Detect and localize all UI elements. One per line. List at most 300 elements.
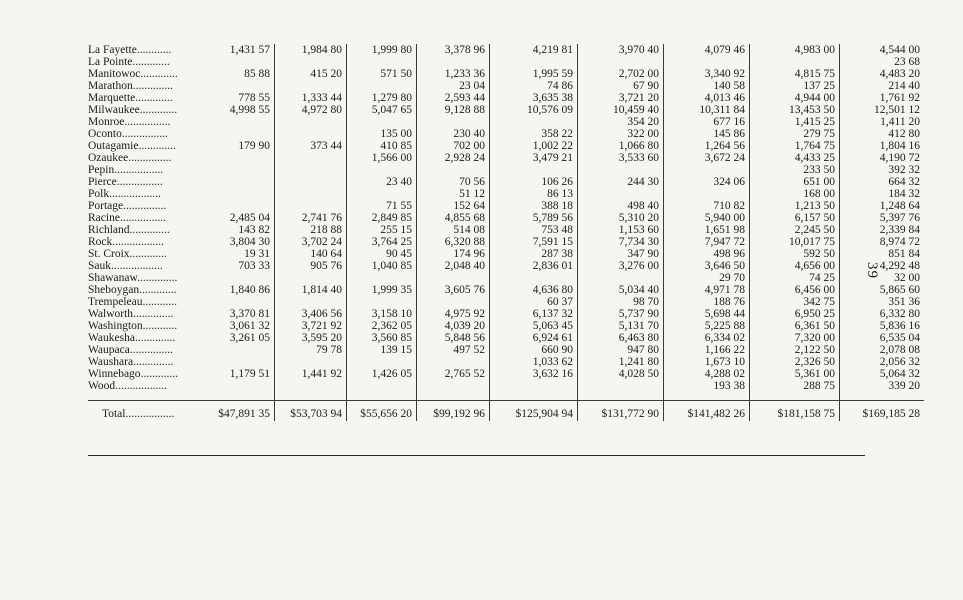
amount-cell: 1,426 05 [347, 368, 417, 380]
amount-cell: 4,190 72 [879, 152, 920, 164]
table-row [88, 332, 924, 344]
county-name: Rock.................. [88, 236, 165, 248]
county-name: Pepin................. [88, 164, 164, 176]
amount-cell: 5,698 44 [664, 308, 750, 320]
table-row [88, 236, 924, 248]
amount-cell: 664 32 [888, 176, 920, 188]
amount-cell: 145 86 [664, 128, 750, 140]
amount-cell [417, 164, 490, 176]
county-name: Racine................ [88, 212, 166, 224]
dot-leader: ................ [116, 176, 163, 188]
dot-leader: ............. [129, 248, 167, 260]
amount-cell: 2,048 40 [417, 260, 490, 272]
amount-cell [347, 164, 417, 176]
amount-cell: 79 78 [275, 344, 347, 356]
amount-cell: 2,485 04 [204, 212, 275, 224]
amount-cell: 1,651 98 [664, 224, 750, 236]
amount-cell [275, 272, 347, 284]
county-name: Sheboygan............. [88, 284, 177, 296]
dot-leader: ................ [121, 128, 168, 140]
amount-cell [664, 188, 750, 200]
amount-cell: 2,741 76 [275, 212, 347, 224]
dot-leader: ............. [138, 140, 176, 152]
amount-cell [490, 380, 578, 392]
amount-cell: 6,361 50 [750, 320, 840, 332]
amount-cell: 3,378 96 [417, 44, 490, 56]
amount-cell: 4,815 75 [750, 68, 840, 80]
amount-cell: 139 15 [347, 344, 417, 356]
dot-leader: .............. [133, 308, 174, 320]
total-separator [88, 392, 924, 401]
amount-cell: 5,848 56 [417, 332, 490, 344]
table-row [88, 200, 924, 212]
amount-cell: 3,764 25 [347, 236, 417, 248]
table-row [88, 296, 924, 308]
amount-cell [490, 164, 578, 176]
amount-cell [204, 56, 275, 68]
amount-cell: 342 75 [750, 296, 840, 308]
amount-cell [578, 164, 664, 176]
county-name: Wood.................. [88, 380, 167, 392]
amount-cell [275, 116, 347, 128]
amount-cell: 6,463 80 [578, 332, 664, 344]
amount-cell: 6,137 32 [490, 308, 578, 320]
dot-leader: .................. [115, 380, 167, 392]
amount-cell: 2,326 50 [750, 356, 840, 368]
table-row [88, 368, 924, 380]
county-name: La Fayette............ [88, 44, 172, 56]
amount-cell: 412 80 [888, 128, 920, 140]
amount-cell [347, 116, 417, 128]
amount-cell [347, 272, 417, 284]
amount-cell: 179 90 [204, 140, 275, 152]
amount-cell: 3,533 60 [578, 152, 664, 164]
amount-cell: 4,944 00 [750, 92, 840, 104]
amount-cell: 3,632 16 [490, 368, 578, 380]
amount-cell: 710 82 [664, 200, 750, 212]
amount-cell: 660 90 [490, 344, 578, 356]
dot-leader: ............. [139, 284, 177, 296]
amount-cell: 7,734 30 [578, 236, 664, 248]
county-name: Outagamie............. [88, 140, 176, 152]
amount-cell: 1,566 00 [347, 152, 417, 164]
amount-cell: 2,245 50 [750, 224, 840, 236]
amount-cell [347, 380, 417, 392]
table-row [88, 152, 924, 164]
amount-cell: 2,339 84 [879, 224, 920, 236]
amount-cell: 3,804 30 [204, 236, 275, 248]
county-name: Shawanaw.............. [88, 272, 178, 284]
county-name: Oconto................ [88, 128, 168, 140]
amount-cell: 322 00 [578, 128, 664, 140]
amount-cell: 703 33 [204, 260, 275, 272]
amount-cell [578, 272, 664, 284]
amount-cell: 140 58 [664, 80, 750, 92]
amount-cell: 2,056 32 [879, 356, 920, 368]
amount-cell: 23 40 [347, 176, 417, 188]
amount-cell [204, 152, 275, 164]
amount-cell [204, 128, 275, 140]
amount-cell: 571 50 [347, 68, 417, 80]
table-row [88, 140, 924, 152]
amount-cell: 3,702 24 [275, 236, 347, 248]
amount-cell [347, 80, 417, 92]
amount-cell: 4,998 55 [204, 104, 275, 116]
amount-cell: 6,924 61 [490, 332, 578, 344]
county-name: La Pointe............. [88, 56, 170, 68]
amount-cell: 98 70 [578, 296, 664, 308]
amount-cell: 1,999 80 [347, 44, 417, 56]
amount-cell: 4,544 00 [879, 44, 920, 56]
amount-cell: 1,441 92 [275, 368, 347, 380]
amount-cell: 6,157 50 [750, 212, 840, 224]
amount-cell: 1,411 20 [880, 116, 920, 128]
county-name: Waukesha.............. [88, 332, 176, 344]
amount-cell: 5,737 90 [578, 308, 664, 320]
amount-cell: 351 36 [888, 296, 920, 308]
amount-cell [490, 272, 578, 284]
amount-cell: 4,483 20 [879, 68, 920, 80]
amount-cell: 1,840 86 [204, 284, 275, 296]
amount-cell: 1,033 62 [490, 356, 578, 368]
county-name: Walworth.............. [88, 308, 174, 320]
amount-cell: 1,248 64 [879, 200, 920, 212]
amount-cell [578, 380, 664, 392]
dot-leader: ............. [132, 56, 170, 68]
dot-leader: ............. [140, 368, 178, 380]
dot-leader: .............. [129, 224, 170, 236]
amount-cell [204, 116, 275, 128]
county-name: Marathon.............. [88, 80, 173, 92]
amount-cell [417, 356, 490, 368]
amount-cell: 233 50 [750, 164, 840, 176]
dot-leader: ............. [135, 92, 173, 104]
amount-cell: 4,219 81 [490, 44, 578, 56]
amount-cell: 1,333 44 [275, 92, 347, 104]
dot-leader: .................. [112, 236, 165, 248]
amount-cell: 13,453 50 [750, 104, 840, 116]
amount-cell: 514 08 [417, 224, 490, 236]
amount-cell: 3,406 56 [275, 308, 347, 320]
amount-cell [417, 116, 490, 128]
amount-cell [275, 380, 347, 392]
amount-cell: 3,721 92 [275, 320, 347, 332]
county-name: Portage............... [88, 200, 167, 212]
amount-cell: 2,836 01 [490, 260, 578, 272]
total-amount: $141,482 26 [664, 401, 750, 422]
amount-cell: 1,431 57 [204, 44, 275, 56]
amount-cell: 2,702 00 [578, 68, 664, 80]
amount-cell: 279 75 [750, 128, 840, 140]
amount-cell: 851 84 [888, 248, 920, 260]
amount-cell: 5,131 70 [578, 320, 664, 332]
amount-cell: 753 48 [490, 224, 578, 236]
amount-cell: 90 45 [347, 248, 417, 260]
amount-cell: 135 00 [347, 128, 417, 140]
table-row [88, 164, 924, 176]
total-row [88, 401, 924, 422]
amount-cell: 188 76 [664, 296, 750, 308]
amount-cell: 5,225 88 [664, 320, 750, 332]
amount-cell: 1,995 59 [490, 68, 578, 80]
dot-leader: .............. [134, 332, 176, 344]
amount-cell: 497 52 [417, 344, 490, 356]
amount-cell [664, 164, 750, 176]
table-row [88, 380, 924, 392]
amount-cell: 1,999 35 [347, 284, 417, 296]
table-row [88, 68, 924, 80]
county-name: Ozaukee............... [88, 152, 172, 164]
amount-cell: 1,814 40 [275, 284, 347, 296]
table-row [88, 272, 924, 284]
amount-cell: 1,761 92 [879, 92, 920, 104]
amount-cell [664, 56, 750, 68]
amount-cell: 218 88 [275, 224, 347, 236]
amount-cell: 174 96 [417, 248, 490, 260]
amount-cell: 347 90 [578, 248, 664, 260]
amount-cell [204, 176, 275, 188]
county-name: Richland.............. [88, 224, 170, 236]
amount-cell: 778 55 [204, 92, 275, 104]
total-amount: $131,772 90 [578, 401, 664, 422]
amount-cell: 1,213 50 [750, 200, 840, 212]
amount-cell [204, 80, 275, 92]
dot-leader: .............. [137, 272, 178, 284]
amount-cell: 6,950 25 [750, 308, 840, 320]
amount-cell: 5,063 45 [490, 320, 578, 332]
amount-cell: 168 00 [750, 188, 840, 200]
amount-cell: 354 20 [578, 116, 664, 128]
amount-cell: 498 40 [578, 200, 664, 212]
amount-cell: 410 85 [347, 140, 417, 152]
amount-cell [204, 200, 275, 212]
amount-cell: 60 37 [490, 296, 578, 308]
table-row [88, 44, 924, 56]
amount-cell [275, 296, 347, 308]
amount-cell: 71 55 [347, 200, 417, 212]
amount-cell: 702 00 [417, 140, 490, 152]
county-name: Polk.................. [88, 188, 161, 200]
amount-cell: 3,970 40 [578, 44, 664, 56]
amount-cell: 70 56 [417, 176, 490, 188]
amount-cell: 23 68 [894, 56, 920, 68]
county-name: Pierce................ [88, 176, 163, 188]
amount-cell: 5,865 60 [879, 284, 920, 296]
amount-cell: 2,078 08 [879, 344, 920, 356]
amount-cell: 5,034 40 [578, 284, 664, 296]
amount-cell: 1,984 80 [275, 44, 347, 56]
amount-cell: 1,179 51 [204, 368, 275, 380]
table-row [88, 128, 924, 140]
amount-cell: 29 70 [664, 272, 750, 284]
amount-cell: 3,595 20 [275, 332, 347, 344]
amount-cell: 2,593 44 [417, 92, 490, 104]
total-amount: $181,158 75 [750, 401, 840, 422]
dot-leader: ............... [129, 344, 173, 356]
amount-cell: 244 30 [578, 176, 664, 188]
amount-cell: 324 06 [664, 176, 750, 188]
amount-cell: 152 64 [417, 200, 490, 212]
amount-cell: 4,636 80 [490, 284, 578, 296]
amount-cell: 651 00 [750, 176, 840, 188]
dot-leader: .............. [132, 80, 173, 92]
amount-cell: 3,276 00 [578, 260, 664, 272]
amount-cell [347, 296, 417, 308]
amount-cell: 5,940 00 [664, 212, 750, 224]
total-amount: $125,904 94 [490, 401, 578, 422]
amount-cell: 388 18 [490, 200, 578, 212]
amount-cell [417, 296, 490, 308]
dot-leader: .................. [111, 260, 163, 272]
amount-cell: 1,040 85 [347, 260, 417, 272]
amount-cell: 6,334 02 [664, 332, 750, 344]
amount-cell: 339 20 [888, 380, 920, 392]
amount-cell [750, 56, 840, 68]
table-row [88, 212, 924, 224]
amount-cell [347, 356, 417, 368]
dot-leader: .................. [109, 188, 161, 200]
amount-cell: 230 40 [417, 128, 490, 140]
table-row [88, 56, 924, 68]
amount-cell: 4,028 50 [578, 368, 664, 380]
total-amount: $169,185 28 [862, 408, 920, 420]
amount-cell [275, 200, 347, 212]
amount-cell: 4,039 20 [417, 320, 490, 332]
amount-cell [347, 188, 417, 200]
amount-cell: 3,605 76 [417, 284, 490, 296]
amount-cell: 74 86 [490, 80, 578, 92]
county-name: Monroe................ [88, 116, 171, 128]
amount-cell: 4,972 80 [275, 104, 347, 116]
amount-cell: 5,789 56 [490, 212, 578, 224]
dot-leader: ................. [125, 408, 175, 420]
amount-cell: 6,456 00 [750, 284, 840, 296]
amount-cell: 3,158 10 [347, 308, 417, 320]
amount-cell: 137 25 [750, 80, 840, 92]
amount-cell: 2,122 50 [750, 344, 840, 356]
amount-cell: 255 15 [347, 224, 417, 236]
amount-cell [347, 56, 417, 68]
table-row [88, 104, 924, 116]
amount-cell: 1,804 16 [879, 140, 920, 152]
amount-cell: 140 64 [275, 248, 347, 260]
county-name: Waupaca............... [88, 344, 173, 356]
amount-cell: 392 32 [888, 164, 920, 176]
amount-cell: 677 16 [664, 116, 750, 128]
county-name: Manitowoc............. [88, 68, 178, 80]
amount-cell: 5,047 65 [347, 104, 417, 116]
amount-cell: 10,459 40 [578, 104, 664, 116]
amount-cell: 4,971 78 [664, 284, 750, 296]
amount-cell: 5,397 76 [879, 212, 920, 224]
county-name: Trempeleau............ [88, 296, 178, 308]
amount-cell: 358 22 [490, 128, 578, 140]
amount-cell: 1,415 25 [750, 116, 840, 128]
amount-cell [275, 164, 347, 176]
county-name: Waushara.............. [88, 356, 174, 368]
amount-cell [275, 56, 347, 68]
amount-cell: 4,433 25 [750, 152, 840, 164]
dot-leader: ................ [119, 212, 166, 224]
amount-cell: 8,974 72 [879, 236, 920, 248]
amount-cell [490, 56, 578, 68]
table-row [88, 92, 924, 104]
table-row [88, 188, 924, 200]
table-row [88, 320, 924, 332]
amount-cell [275, 128, 347, 140]
amount-cell: 3,479 21 [490, 152, 578, 164]
amount-cell [275, 188, 347, 200]
total-amount: $99,192 96 [417, 401, 490, 422]
amount-cell: 287 38 [490, 248, 578, 260]
amount-cell: 86 13 [490, 188, 578, 200]
amount-cell: 498 96 [664, 248, 750, 260]
amount-cell [275, 356, 347, 368]
amount-cell: 106 26 [490, 176, 578, 188]
amount-cell [275, 176, 347, 188]
dot-leader: ............... [128, 152, 172, 164]
dot-leader: ............ [142, 320, 178, 332]
amount-cell: 2,928 24 [417, 152, 490, 164]
amount-cell: 1,279 80 [347, 92, 417, 104]
amount-cell: 1,764 75 [750, 140, 840, 152]
amount-cell [417, 380, 490, 392]
amount-cell: 10,017 75 [750, 236, 840, 248]
amount-cell: 3,560 85 [347, 332, 417, 344]
amount-cell: 2,362 05 [347, 320, 417, 332]
amount-cell: 592 50 [750, 248, 840, 260]
amount-cell: 7,320 00 [750, 332, 840, 344]
total-amount: $47,891 35 [204, 401, 275, 422]
dot-leader: ............ [136, 44, 172, 56]
amount-cell: 1,673 10 [664, 356, 750, 368]
amount-cell: 1,153 60 [578, 224, 664, 236]
amount-cell: 5,310 20 [578, 212, 664, 224]
county-name: Washington............ [88, 320, 178, 332]
amount-cell: 9,128 88 [417, 104, 490, 116]
amount-cell: 1,066 80 [578, 140, 664, 152]
amount-cell: 3,672 24 [664, 152, 750, 164]
amount-cell: 1,241 80 [578, 356, 664, 368]
table-row [88, 308, 924, 320]
amount-cell: 10,576 09 [490, 104, 578, 116]
amount-cell: 23 04 [417, 80, 490, 92]
amount-cell: 415 20 [275, 68, 347, 80]
amount-cell: 5,836 16 [879, 320, 920, 332]
amount-cell: 1,264 56 [664, 140, 750, 152]
amount-cell: 3,370 81 [204, 308, 275, 320]
amount-cell [204, 188, 275, 200]
amount-cell: 4,975 92 [417, 308, 490, 320]
amount-cell: 373 44 [275, 140, 347, 152]
amount-cell: 2,765 52 [417, 368, 490, 380]
amount-cell [204, 164, 275, 176]
dot-leader: ............... [123, 200, 167, 212]
total-label: Total................. [102, 408, 175, 420]
amount-cell: 12,501 12 [874, 104, 920, 116]
table-row [88, 260, 924, 272]
amount-cell: 4,983 00 [750, 44, 840, 56]
amount-cell [490, 116, 578, 128]
amount-cell: 74 25 [750, 272, 840, 284]
amount-cell: 3,646 50 [664, 260, 750, 272]
table-row [88, 284, 924, 296]
amount-cell: 3,061 32 [204, 320, 275, 332]
amount-cell: 4,079 46 [664, 44, 750, 56]
county-tax-table [88, 44, 924, 421]
table-row [88, 80, 924, 92]
amount-cell: 905 76 [275, 260, 347, 272]
